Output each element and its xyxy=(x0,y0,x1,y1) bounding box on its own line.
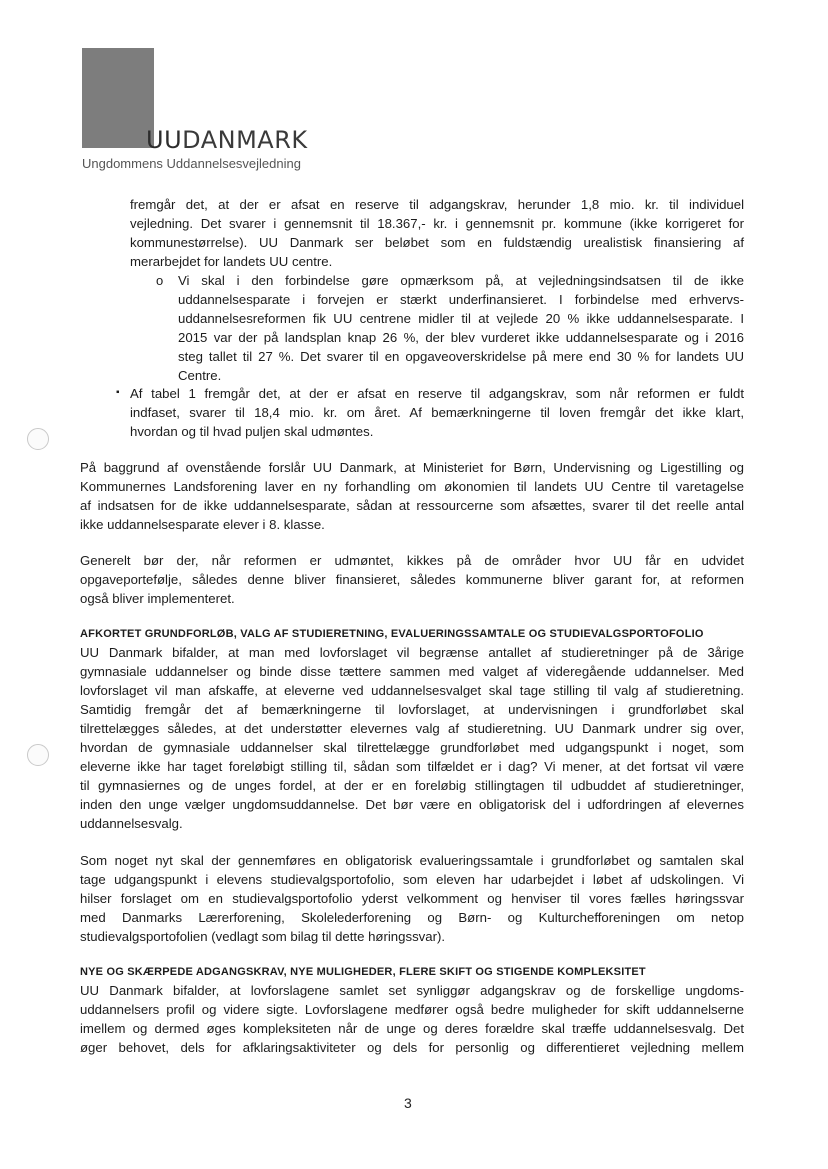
paragraph-line: til gymnasiernes og de unges fordel, at der er en foreløbig stillingtagen til udbuddet af studieretninger, xyxy=(80,778,744,793)
bullet-marker: ▪ xyxy=(116,387,120,398)
paragraph-line: lovforslaget vil man afskaffe, at eleverne ved uddannelsesvalget skal tage stilling til valg af studieretning. xyxy=(80,683,744,698)
sub-bullet-line: uddannelsesparate i forvejen er stærkt underfinansieret. I forbindelse med erhvervs- xyxy=(178,292,744,307)
paragraph-line: opgaveportefølje, således denne bliver finansieret, således kommunerne bliver garant for, at reformen xyxy=(80,572,744,587)
paragraph-line: På baggrund af ovenstående forslår UU Danmark, at Ministeriet for Børn, Undervisning og Ligestilling og xyxy=(80,460,744,475)
paragraph-line: hilser forslaget om en studievalgsportofolio yderst velkomment og henviser til vores fælles høringssvar xyxy=(80,891,744,906)
sub-bullet-line: steg tallet til 27 %. Det svarer til en opgaveoverskridelse på mere end 30 % for landets UU xyxy=(178,349,744,364)
paragraph-line: UU Danmark bifalder, at lovforslagene samlet set synliggør adgangskrav og de forskellige ungdoms- xyxy=(80,983,744,998)
logo-block xyxy=(82,48,154,148)
sub-bullet-line: Centre. xyxy=(178,368,222,383)
paragraph-line: ikke uddannelsesparate elever i 8. klasse. xyxy=(80,517,325,532)
paragraph-line: tage udgangspunkt i elevens studievalgsportofolio, som eleven har udarbejdet i løbet af udskolingen. Vi xyxy=(80,872,744,887)
logo-uu: UU xyxy=(146,126,183,154)
paragraph-line: fremgår det, at der er afsat en reserve til adgangskrav, herunder 1,8 mio. kr. til individuel xyxy=(130,197,744,212)
paragraph-line: UU Danmark bifalder, at man med lovforslaget vil begrænse antallet af studieretninger på de 3årige xyxy=(80,645,744,660)
paragraph-line: Kommunernes Landsforening laver en ny forhandling om økonomien til landets UU Centre til varetagelse xyxy=(80,479,744,494)
paragraph-line: imellem og dermed øges kompleksiteten når de unge og deres forældre skal træffe uddannelsesvalg. Det xyxy=(80,1021,744,1036)
paragraph-line: Samtidig fremgår det af bemærkningerne til lovforslaget, at undervisningen i grundforløbet skal xyxy=(80,702,744,717)
logo-danmark: DANMARK xyxy=(182,126,308,154)
paragraph-line: hvordan de gymnasiale uddannelser skal tilrettelægge grundforløbet med udgangspunkt i noget, som xyxy=(80,740,744,755)
section-heading: NYE OG SKÆRPEDE ADGANGSKRAV, NYE MULIGHEDER, FLERE SKIFT OG STIGENDE KOMPLEKSITET xyxy=(80,966,646,978)
paragraph-line: eleverne ikke har taget foreløbigt stilling til, sådan som tilfældet er i dag? Vi mener, at det fortsat vil være xyxy=(80,759,744,774)
punch-hole-upper xyxy=(27,428,49,450)
bullet-line: indfaset, svarer til 18,4 mio. kr. om året. Af bemærkningerne til loven fremgår det ikke klart, xyxy=(130,405,744,420)
paragraph-line: Som noget nyt skal der gennemføres en obligatorisk evalueringssamtale i grundforløbet og samtalen skal xyxy=(80,853,744,868)
paragraph-line: inden den unge vælger ungdomsuddannelse. Det bør være en obligatorisk del i udfordringen af elevernes xyxy=(80,797,744,812)
paragraph-line: merarbejdet for landets UU centre. xyxy=(130,254,333,269)
logo-subtitle: Ungdommens Uddannelsesvejledning xyxy=(82,156,301,171)
paragraph-line: med Danmarks Lærerforening, Skolelederforening og Børn- og Kulturchefforeningen om netop xyxy=(80,910,744,925)
sub-bullet-line: Vi skal i den forbindelse gøre opmærksom på, at vejledningsindsatsen til de ikke xyxy=(178,273,744,288)
paragraph-line: uddannelsers profil og videre sigte. Lovforslagene medfører også bedre muligheder for skift uddannelserne xyxy=(80,1002,744,1017)
paragraph-line: tilrettelægges således, at det understøtter elevernes valg af studieretning. UU Danmark undrer sig over, xyxy=(80,721,744,736)
paragraph-line: også bliver implementeret. xyxy=(80,591,235,606)
sub-bullet-line: 2015 var der på landsplan knap 26 %, der blev vurderet ikke uddannelsesparate og i 2016 xyxy=(178,330,744,345)
paragraph-line: af indsatsen for de ikke uddannelsesparate, sådan at ressourcerne som afsættes, svarer til det reelle antal xyxy=(80,498,744,513)
logo-wordmark xyxy=(146,126,308,154)
sub-bullet-marker: o xyxy=(156,273,164,288)
punch-hole-lower xyxy=(27,744,49,766)
bullet-line: Af tabel 1 fremgår det, at der er afsat en reserve til adgangskrav, som når reformen er fuldt xyxy=(130,386,744,401)
page-number: 3 xyxy=(404,1095,412,1111)
paragraph-line: øger behovet, dels for afklaringsaktiviteter og dels for personlig og differentieret vejledning mellem xyxy=(80,1040,744,1055)
paragraph-line: studievalgsportofolien (vedlagt som bilag til dette høringssvar). xyxy=(80,929,446,944)
paragraph-line: vejledning. Det svarer i gennemsnit til 18.367,- kr. i gennemsnit pr. kommune (ikke korrigeret for xyxy=(130,216,744,231)
paragraph-line: Generelt bør der, når reformen er udmøntet, kikkes på de områder hvor UU får en udvidet xyxy=(80,553,744,568)
sub-bullet-line: uddannelsesreformen fik UU centrene midler til at vejlede 20 % ikke uddannelsesparate. I xyxy=(178,311,744,326)
paragraph-line: kommunestørrelse). UU Danmark ser beløbet som en fuldstændig urealistisk finansiering af xyxy=(130,235,744,250)
paragraph-line: gymnasiale uddannelser og binde disse tættere sammen med valget af videregående uddannelser. Med xyxy=(80,664,744,679)
section-heading: AFKORTET GRUNDFORLØB, VALG AF STUDIERETNING, EVALUERINGSSAMTALE OG STUDIEVALGSPORTOFOLIO xyxy=(80,628,704,640)
bullet-line: hvordan og til hvad puljen skal udmøntes. xyxy=(130,424,374,439)
paragraph-line: uddannelsesvalg. xyxy=(80,816,183,831)
